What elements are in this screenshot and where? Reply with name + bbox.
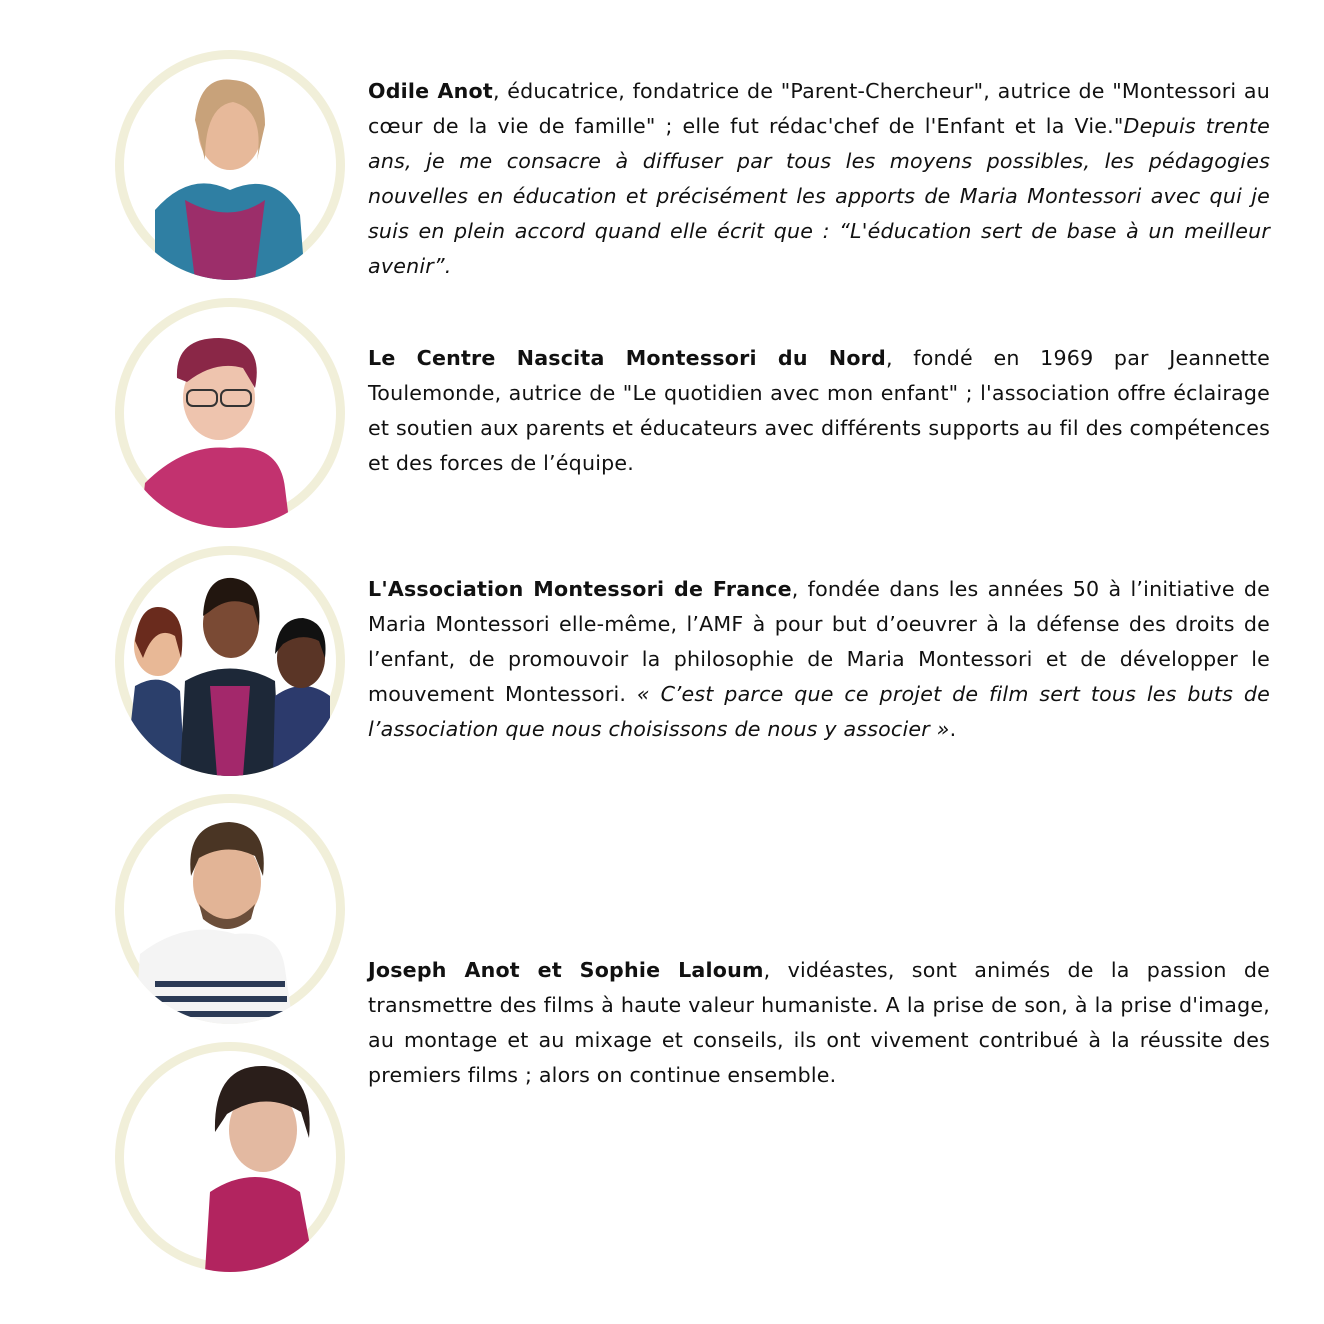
portrait-joseph-anot	[115, 794, 345, 1024]
entry-name: Joseph Anot et Sophie Laloum	[368, 958, 764, 982]
entry-odile-anot	[368, 74, 1270, 284]
entry-name: Le Centre Nascita Montessori du Nord	[368, 346, 886, 370]
entry-text: , fondée dans les années 50 à l’initiative de Maria Montessori elle-même, l’AMF à pour but d’oeuvrer à la défense des droits de l’enfant, de promouvoir la philosophie de Maria Montessori et de développer le mouvement Montessori.	[368, 577, 1270, 706]
portrait-association-montessori-france	[115, 546, 345, 776]
entry-after: .	[949, 717, 957, 741]
entry-quote: « C’est parce que ce projet de film sert tous les buts de l’association que nous choisissons de nous y associer »	[368, 682, 1270, 741]
entry-quote: Depuis trente ans, je me consacre à diffuser par tous les moyens possibles, les pédagogies nouvelles en éducation et précisément les apports de Maria Montessori avec qui je suis en plein accord quand elle écrit que : “L'éducation sert de base à un meilleur avenir”.	[368, 114, 1270, 278]
portrait-sophie-laloum	[115, 1042, 345, 1272]
entry-joseph-sophie	[368, 953, 1270, 1093]
entry-text: , vidéastes, sont animés de la passion de transmettre des films à haute valeur humaniste. A la prise de son, à la prise d'image, au montage et au mixage et conseils, ils ont vivement contribué à la réussite des premiers films ; alors on continue ensemble.	[368, 958, 1271, 1087]
entry-association-montessori-france	[368, 572, 1270, 747]
entry-text: , éducatrice, fondatrice de "Parent-Chercheur", autrice de "Montessori au cœur de la vie de famille" ; elle fut rédac'chef de l'Enfant et la Vie."	[368, 79, 1270, 138]
entry-text: , fondé en 1969 par Jeannette Toulemonde, autrice de "Le quotidien avec mon enfant" ; l'association offre éclairage et soutien aux parents et éducateurs avec différents supports au fil des compétences et des forces de l’équipe.	[368, 346, 1271, 475]
entry-centre-nascita	[368, 341, 1270, 481]
entry-name: L'Association Montessori de France	[368, 577, 792, 601]
entry-name: Odile Anot	[368, 79, 493, 103]
portrait-centre-nascita	[115, 298, 345, 528]
portrait-odile-anot	[115, 50, 345, 280]
